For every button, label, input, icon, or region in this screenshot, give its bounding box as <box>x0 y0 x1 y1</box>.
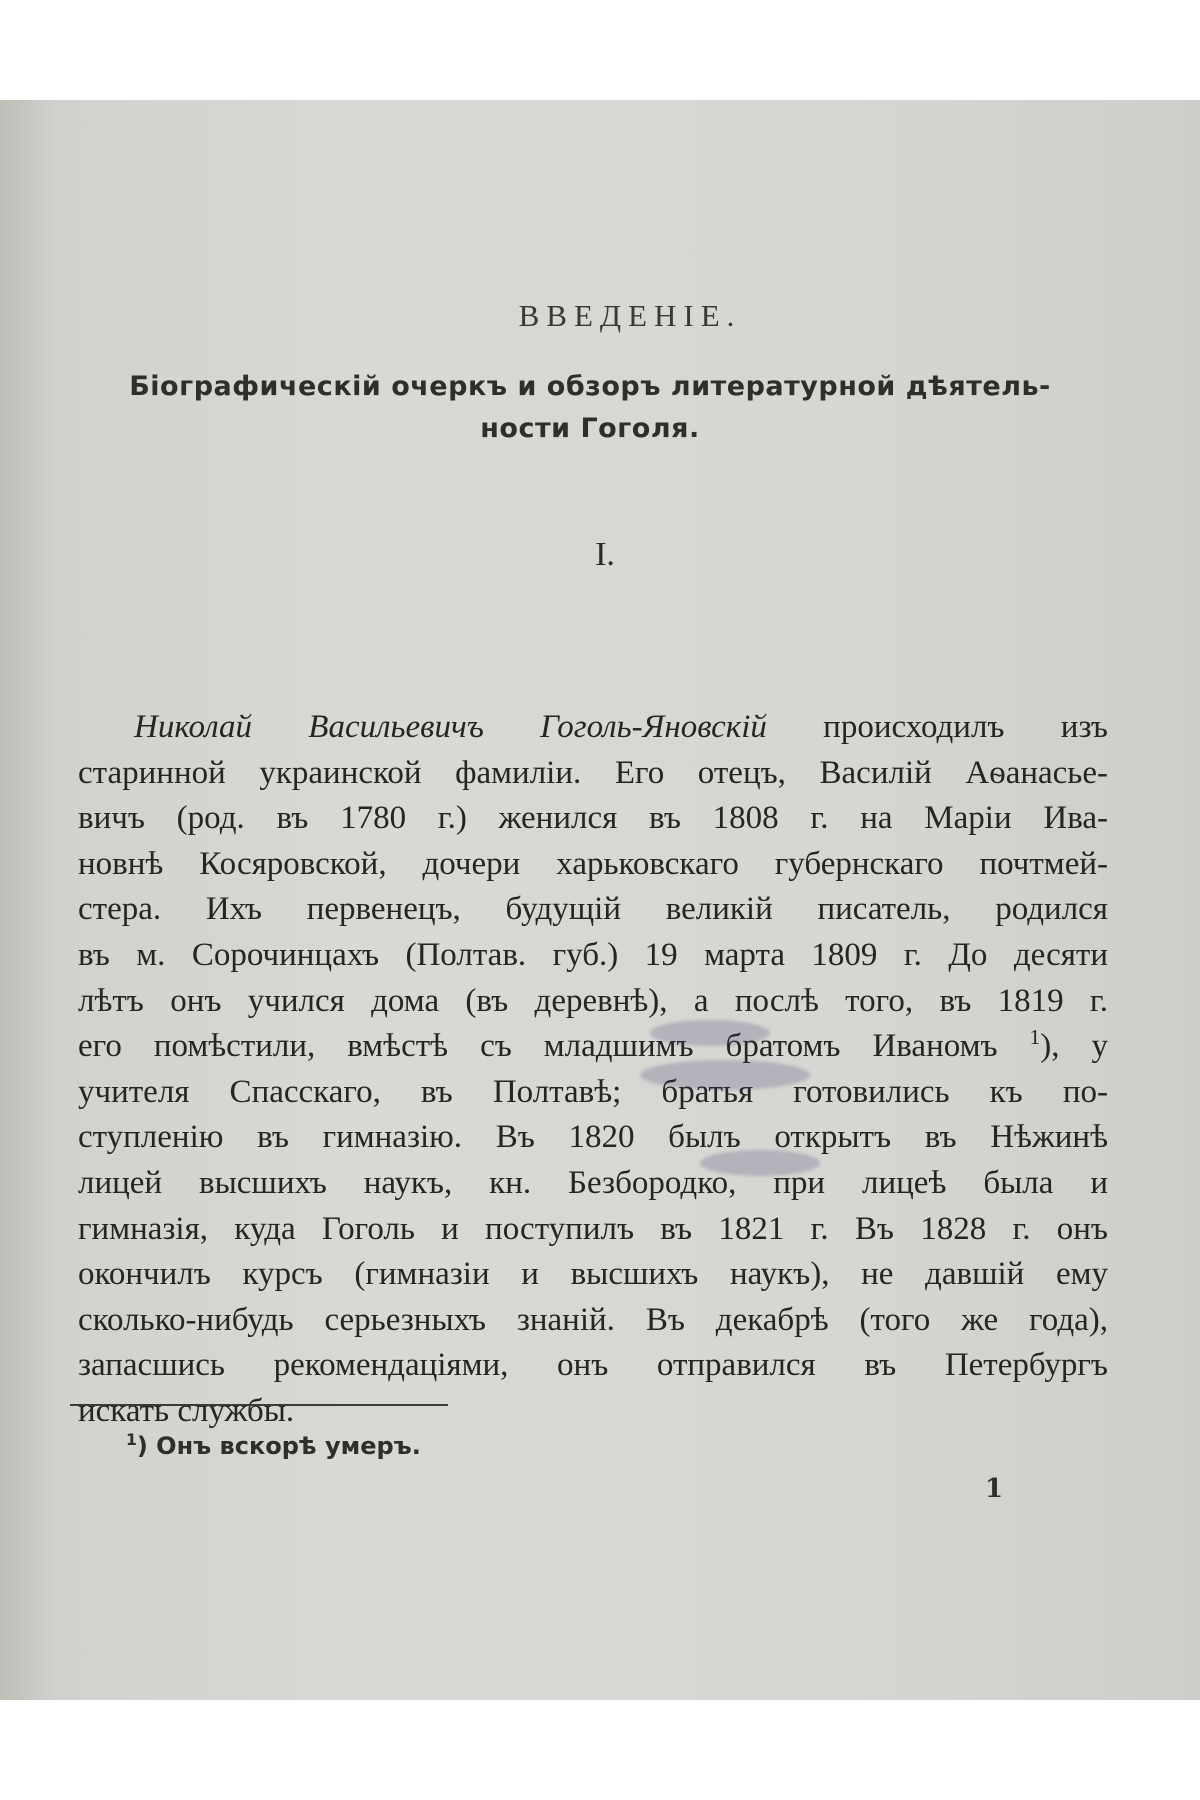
body-line: стера. Ихъ первенецъ, будущiй великiй писатель, родился <box>78 891 1108 928</box>
body-line: въ м. Сорочинцахъ (Полтав. губ.) 19 марта 1809 г. До десяти <box>78 936 1108 973</box>
subtitle-line-2: ности Гоголя. <box>480 413 700 444</box>
body-line: сколько-нибудь серьезныхъ знанiй. Въ декабрѣ (того же года), <box>78 1301 1108 1338</box>
section-title: ВВЕДЕНIЕ. <box>518 298 742 333</box>
body-line: старинной украинской фамилiи. Его отецъ, Василiй Аѳанасье- <box>78 754 1108 791</box>
footnote-text: ) Онъ вскорѣ умеръ. <box>136 1432 421 1460</box>
body-line: лѣтъ онъ учился дома (въ деревнѣ), а послѣ того, въ 1819 г. <box>78 982 1108 1019</box>
page-number: 1 <box>985 1474 1004 1504</box>
scanned-page-photo <box>0 100 1200 1700</box>
footnote-divider <box>70 1404 448 1406</box>
body-line: новнѣ Косяровской, дочери харьковскаго губернскаго почтмей- <box>78 845 1108 882</box>
body-line-text: ), у <box>1040 1028 1108 1065</box>
ink-stamp-mark <box>650 1020 770 1046</box>
ink-stamp-mark <box>700 1150 820 1176</box>
body-line: учителя Спасскаго, въ Полтавѣ; братья готовились къ по- <box>78 1073 1108 1110</box>
body-paragraph <box>78 705 1108 1435</box>
body-line <box>78 1024 1108 1070</box>
book-page <box>0 100 1200 1700</box>
body-line: гимназiя, куда Гоголь и поступилъ въ 1821 г. Въ 1828 г. онъ <box>78 1210 1108 1247</box>
footnote-reference: 1 <box>1029 1025 1041 1050</box>
body-line-text: его помѣстили, вмѣстѣ съ младшимъ братомъ Иваномъ <box>78 1028 1030 1065</box>
body-line: вичъ (род. въ 1780 г.) женился въ 1808 г. на Марiи Ива- <box>78 800 1108 837</box>
chapter-numeral: I. <box>595 536 615 573</box>
ink-stamp-mark <box>640 1060 810 1090</box>
body-line <box>78 705 1108 751</box>
body-line: запасшись рекомендацiями, онъ отправился въ Петербургъ <box>78 1347 1108 1384</box>
body-line: окончилъ курсъ (гимназiи и высшихъ наукъ), не давшiй ему <box>78 1256 1108 1293</box>
body-line-text: происходилъ изъ <box>766 709 1108 745</box>
footnote-mark: 1 <box>126 1431 137 1449</box>
body-line: искать службы. <box>78 1392 295 1429</box>
subtitle-line-1: Бiографическiй очеркъ и обзоръ литературной дѣятель- <box>129 371 1051 402</box>
author-name: Николай Васильевичъ Гоголь-Яновскiй <box>134 709 767 745</box>
footnote <box>126 1432 421 1460</box>
body-line: лицей высшихъ наукъ, кн. Безбородко, при лицеѣ была и <box>78 1164 1108 1201</box>
body-line: ступленiю въ гимназiю. Въ 1820 былъ открытъ въ Нѣжинѣ <box>78 1119 1108 1156</box>
chapter-subtitle <box>80 366 1100 450</box>
